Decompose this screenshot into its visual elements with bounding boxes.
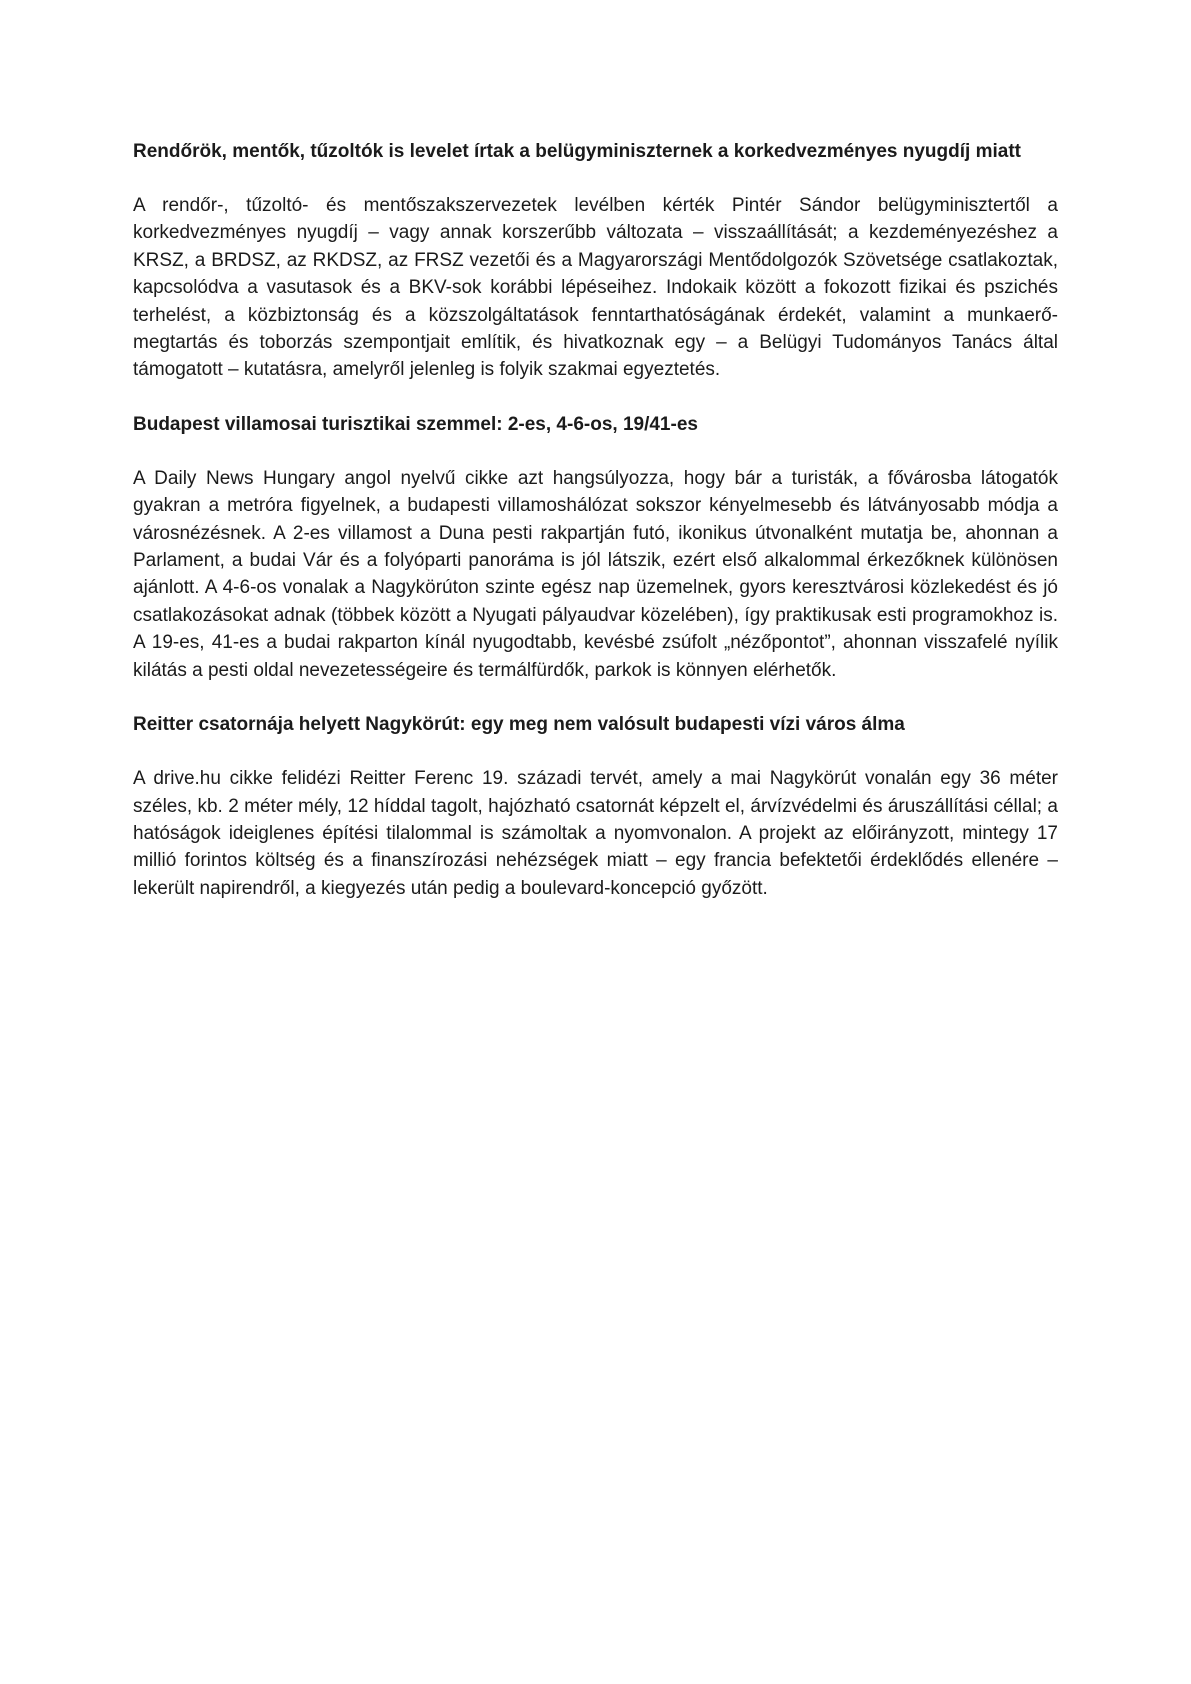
section-heading-budapest-trams: Budapest villamosai turisztikai szemmel: 2-es, 4-6-os, 19/41-es xyxy=(133,413,698,435)
section-budapest-trams xyxy=(133,411,1058,684)
section-paragraph-pension-letter: A rendőr-, tűzoltó- és mentőszakszervezetek levélben kérték Pintér Sándor belügyminisztertől a korkedvezményes nyugdíj – vagy annak korszerűbb változata – visszaállítását; a kezdeményezéshez a KRSZ, a BRDSZ, az RKDSZ, az FRSZ vezetői és a Magyarországi Mentődolgozók Szövetsége csatlakoztak, kapcsolódva a vasutasok és a BKV-sok korábbi lépéseihez. Indokaik között a fokozott fizikai és pszichés terhelést, a közbiztonság és a közszolgáltatások fenntarthatóságának érdekét, valamint a munkaerő-megtartás és toborzás szempontjait említik, és hivatkoznak egy – a Belügyi Tudományos Tanács által támogatott – kutatásra, amelyről jelenleg is folyik szakmai egyeztetés. xyxy=(133,195,1058,381)
section-reitter-canal xyxy=(133,711,1058,902)
section-pension-letter xyxy=(133,138,1058,384)
section-heading-reitter-canal: Reitter csatornája helyett Nagykörút: egy meg nem valósult budapesti vízi város álma xyxy=(133,714,905,736)
section-paragraph-budapest-trams: A Daily News Hungary angol nyelvű cikke azt hangsúlyozza, hogy bár a turisták, a fővárosba látogatók gyakran a metróra figyelnek, a budapesti villamoshálózat sokszor kényelmesebb és látványosabb módja a városnézésnek. A 2-es villamost a Duna pesti rakpartján futó, ikonikus útvonalként mutatja be, ahonnan a Parlament, a budai Vár és a folyóparti panoráma is jól látszik, ezért első alkalommal érkezőknek különösen ajánlott. A 4-6-os vonalak a Nagykörúton szinte egész nap üzemelnek, gyors keresztvárosi közlekedést és jó csatlakozásokat adnak (többek között a Nyugati pályaudvar közelében), így praktikusak esti programokhoz is. A 19-es, 41-es a budai rakparton kínál nyugodtabb, kevésbé zsúfolt „nézőpontot”, ahonnan visszafelé nyílik kilátás a pesti oldal nevezetességeire és termálfürdők, parkok is könnyen elérhetők. xyxy=(133,467,1058,681)
section-heading-pension-letter: Rendőrök, mentők, tűzoltók is levelet írtak a belügyminiszternek a korkedvezményes nyugdíj miatt xyxy=(133,141,1021,162)
section-paragraph-reitter-canal: A drive.hu cikke felidézi Reitter Ferenc 19. századi tervét, amely a mai Nagykörút vonalán egy 36 méter széles, kb. 2 méter mély, 12 híddal tagolt, hajózható csatornát képzelt el, árvízvédelmi és áruszállítási céllal; a hatóságok ideiglenes építési tilalommal is számoltak a nyomvonalon. A projekt az előirányzott, mintegy 17 millió forintos költség és a finanszírozási nehézségek miatt – egy francia befektetői érdeklődés ellenére – lekerült napirendről, a kiegyezés után pedig a boulevard-koncepció győzött. xyxy=(133,768,1058,899)
